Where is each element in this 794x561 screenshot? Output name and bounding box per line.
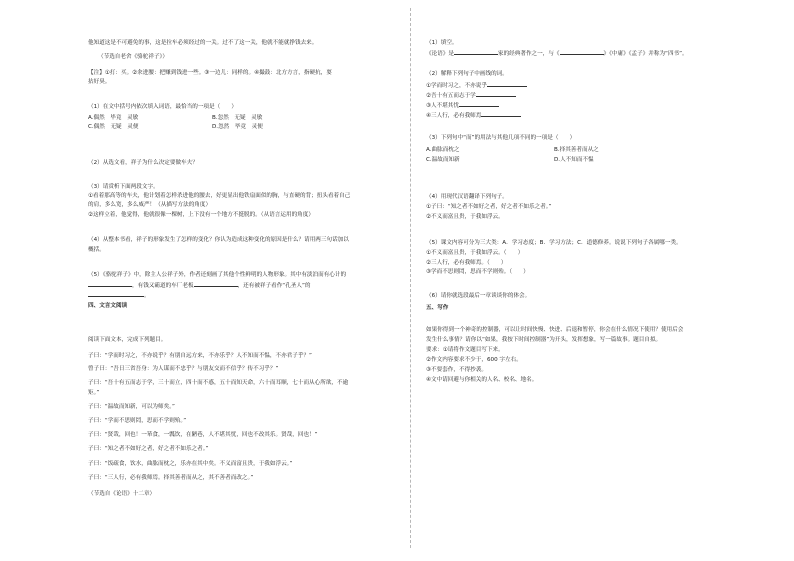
question-r4: （4）用现代汉语翻译下列句子。 bbox=[426, 194, 508, 200]
option-b: B.忽然 无疑 灵敏 bbox=[212, 115, 263, 121]
analects-line-1: 子曰：“学而时习之，不亦说乎？有朋自远方来，不亦乐乎？人不知而不愠，不亦君子乎？” bbox=[88, 353, 312, 359]
blank[interactable] bbox=[476, 92, 516, 97]
analects-line-6: 子曰：“贤哉，回也！一箪食，一瓢饮，在陋巷，人不堪其忧，回也不改其乐。贤哉，回也！” bbox=[88, 432, 318, 438]
annotation-note: 【注】①打：买。②汆进腰：把赚到钱进一些。③一边儿：同样的。④撮鼓：北方方言，指硬抗，耍 bbox=[88, 70, 332, 76]
writing-requirement-1: 要求：①请将作文题目写下来。 bbox=[426, 347, 504, 353]
section-5-heading: 五、写作 bbox=[426, 305, 449, 311]
option-c: C.温故而知新 bbox=[426, 157, 460, 163]
analects-line-3: 子曰：“吾十有五而志于学，三十而立，四十而不惑，五十而知天命，六十而耳顺，七十而从心所欲，不逾 bbox=[88, 380, 349, 386]
question-2: （2）从选文看，祥子为什么决定要做车夫？ bbox=[88, 160, 198, 166]
writing-requirement-4: ④文中请回避与你相关的人名、校名、地名。 bbox=[426, 377, 538, 383]
question-r5: （5）课文内容可分为三大类：A．学习态度；B．学习方法；C．道德修养。说说下列句子各属哪一类。 bbox=[426, 240, 682, 246]
translate-item-2: ②不义而富且贵，于我如浮云。 bbox=[426, 214, 504, 220]
question-r3: （3）下列句中“而”的用法与其他几项不同的一项是（ ） bbox=[426, 135, 576, 141]
passage-source: （节选自老舍《骆驼祥子》） bbox=[98, 54, 168, 60]
question-r2: （2）解释下列句子中画线的词。 bbox=[426, 71, 508, 77]
option-a: A.偶然 毕竟 灵敏 bbox=[88, 115, 139, 121]
word-item-4: ④三人行，必有我师焉 bbox=[426, 112, 521, 121]
blank[interactable] bbox=[459, 102, 499, 107]
blank[interactable] bbox=[88, 282, 132, 287]
option-c: C.偶然 无疑 灵便 bbox=[88, 124, 139, 130]
analects-line-9: 子曰：“三人行，必有我师焉。择其善者而从之，其不善者而改之。” bbox=[88, 475, 254, 481]
blank[interactable] bbox=[487, 82, 527, 87]
word-item-2: ②吾十有五而志于学 bbox=[426, 92, 516, 101]
annotation-note-cont: 拈好臭。 bbox=[88, 79, 111, 85]
reading-instruction: 阅读下面文本，完成下列题目。 bbox=[88, 337, 167, 343]
writing-prompt: 如果你得到一个神奇的控制器，可以让时间快慢、快进、后退和暂停，你会在什么情况下使用？使用后会 bbox=[426, 327, 684, 333]
option-a: A.曲肱而枕之 bbox=[426, 147, 460, 153]
fill-blank-line: 《论语》是 家的经典著作之一，与《 》《中庸》《孟子》并称为“四书”。 bbox=[426, 51, 688, 57]
analects-source: （节选自《论语》十二章） bbox=[88, 491, 156, 497]
option-b: B.择其善者而从之 bbox=[554, 147, 599, 153]
classify-item-1: ①不义而富且贵，于我如浮云。（ ） bbox=[426, 250, 524, 256]
writing-requirement-3: ③不要套作，不得抄袭。 bbox=[426, 367, 487, 373]
writing-prompt-cont: 发生什么事情？请你以“如果，我按下时间控制器”为开头，发挥想象，写一篇故事。题目自拟。 bbox=[426, 337, 662, 343]
option-d: D.忽然 毕竟 灵便 bbox=[212, 124, 263, 130]
option-d: D.人不知而不愠 bbox=[554, 157, 594, 163]
question-3: （3）请赏析下面两段文字。 bbox=[88, 184, 159, 190]
question-5-end: 。 bbox=[88, 292, 150, 301]
section-4-heading: 四、文言文阅读 bbox=[88, 303, 128, 309]
analects-line-5: 子曰：“学而不思则罔，思而不学则殆。” bbox=[88, 418, 187, 424]
question-3-item-1: ①看着那高等的车夫，他计划着怎样杀进他的腰去，好更显出他铁扇面似的胸，与直硬的背；扭头看着自己 bbox=[88, 193, 351, 199]
column-divider bbox=[410, 8, 411, 548]
classify-item-2: ②三人行，必有我师焉。（ ） bbox=[426, 260, 507, 266]
blank[interactable] bbox=[194, 282, 238, 287]
question-5-cont: ，有钱又霸道的车厂老板 ，还有被祥子看作“孔圣人”的 bbox=[88, 282, 310, 291]
word-item-3: ③人不堪其忧 bbox=[426, 102, 499, 111]
blank[interactable] bbox=[481, 112, 521, 117]
analects-line-4: 子曰：“温故而知新，可以为师矣。” bbox=[88, 404, 175, 410]
analects-line-7: 子曰：“知之者不如好之者，好之者不如乐之者。” bbox=[88, 446, 209, 452]
writing-requirement-2: ②作文内容要求不少于，600 字左右。 bbox=[426, 357, 522, 363]
question-4-cont: 概括。 bbox=[88, 247, 105, 253]
blank[interactable] bbox=[88, 292, 144, 297]
question-4: （4）从整本书看，祥子的形象发生了怎样的变化？你认为造成这种变化的原因是什么？请用两三句话加以 bbox=[88, 237, 349, 243]
blank[interactable] bbox=[560, 50, 604, 55]
classify-item-3: ③学而不思则罔，思而不学则殆。（ ） bbox=[426, 269, 529, 275]
question-3-item-1-cont: 的肩，多么宽，多么威严！（从描写方法的角度） bbox=[88, 202, 212, 208]
question-r1: （1）填空。 bbox=[426, 40, 458, 46]
analects-line-2: 曾子曰：“吾日三省吾身：为人谋而不忠乎？与朋友交而不信乎？传不习乎？” bbox=[88, 366, 279, 372]
blank[interactable] bbox=[454, 50, 498, 55]
word-item-1: ①学而时习之，不亦说乎 bbox=[426, 82, 527, 91]
question-1: （1）在文中括号内依次填入词语，最恰当的一项是（ ） bbox=[88, 104, 237, 110]
question-r6: （6）请你就选段最后一章谈谈你的体会。 bbox=[426, 293, 531, 299]
translate-item-1: ①子曰：“知之者不如好之者，好之者不如乐之者。” bbox=[426, 204, 552, 210]
analects-line-8: 子曰：“饭疏食，饮水，曲肱而枕之，乐亦在其中矣。不义而富且贵，于我如浮云。” bbox=[88, 461, 293, 467]
passage-text: 他知道这是不可避免的事，这是拉车必须经过的一关。过不了这一关，他就不能就挣钱去来。 bbox=[88, 40, 318, 46]
question-3-item-2: ②这样立着，他觉得，他就很像一棵树，上下没有一个地方不挺脱的。（从语言运用的角度） bbox=[88, 212, 314, 218]
question-5: （5）《骆驼祥子》中，除主人公祥子外，作者还刻画了其他个性鲜明的人物形象。其中有淡泊而有心计的 bbox=[88, 272, 347, 278]
analects-line-3-cont: 矩。” bbox=[88, 390, 100, 396]
